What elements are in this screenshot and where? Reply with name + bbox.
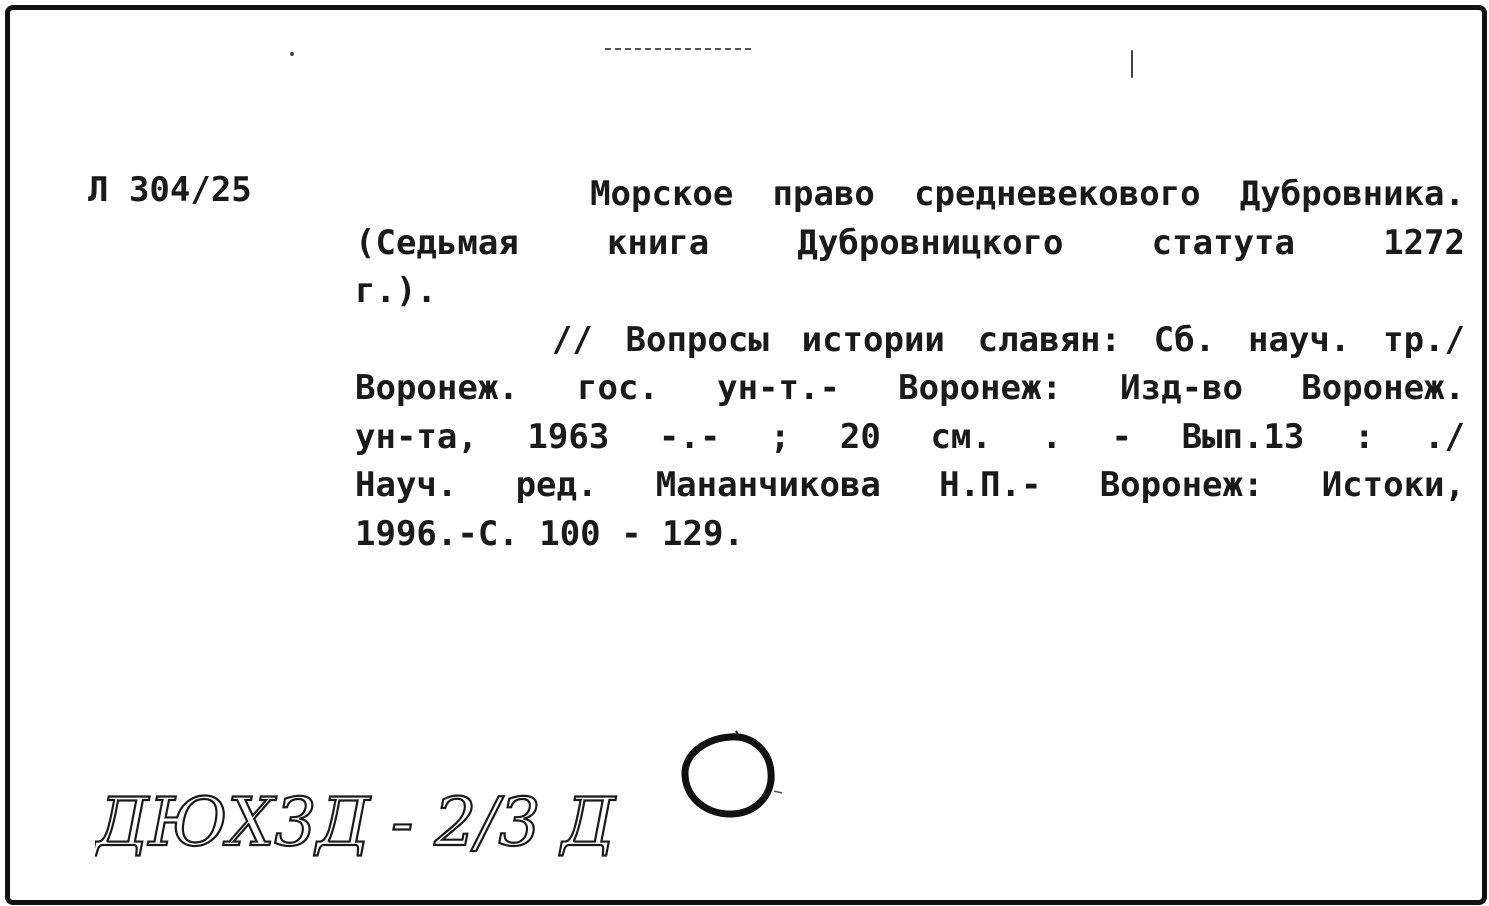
entry-line: 1996.-С. 100 - 129. (355, 513, 744, 554)
catalog-card (5, 5, 1487, 905)
handwritten-text: ДЮХ3Д - 2/3 Д (95, 784, 616, 861)
entry-line: Морское право средневекового Дубровника. (355, 174, 1465, 214)
entry-line: г.). (355, 271, 437, 311)
entry-line: (Седьмая книга Дубровницкого статута 1272 (355, 222, 1465, 263)
entry-line: Науч. ред. Мананчикова Н.П.- Воронеж: Истоки, (355, 465, 1465, 505)
entry-line: ун-та, 1963 -.- ; 20 см. . - Вып.13 : ./ (355, 416, 1465, 457)
scan-speck (1131, 50, 1133, 78)
scan-speck (290, 52, 294, 56)
entry-line: // Вопросы истории славян: Сб. науч. тр./ (355, 319, 1465, 360)
shelfmark: Л 304/25 (88, 170, 252, 210)
bibliographic-entry (355, 170, 1465, 558)
entry-line: Воронеж. гос. ун-т.- Воронеж: Изд-во Воронеж. (355, 368, 1465, 408)
handwritten-inventory-note (95, 765, 655, 885)
circle-stamp-icon (670, 725, 790, 825)
scan-artifact (605, 48, 755, 50)
